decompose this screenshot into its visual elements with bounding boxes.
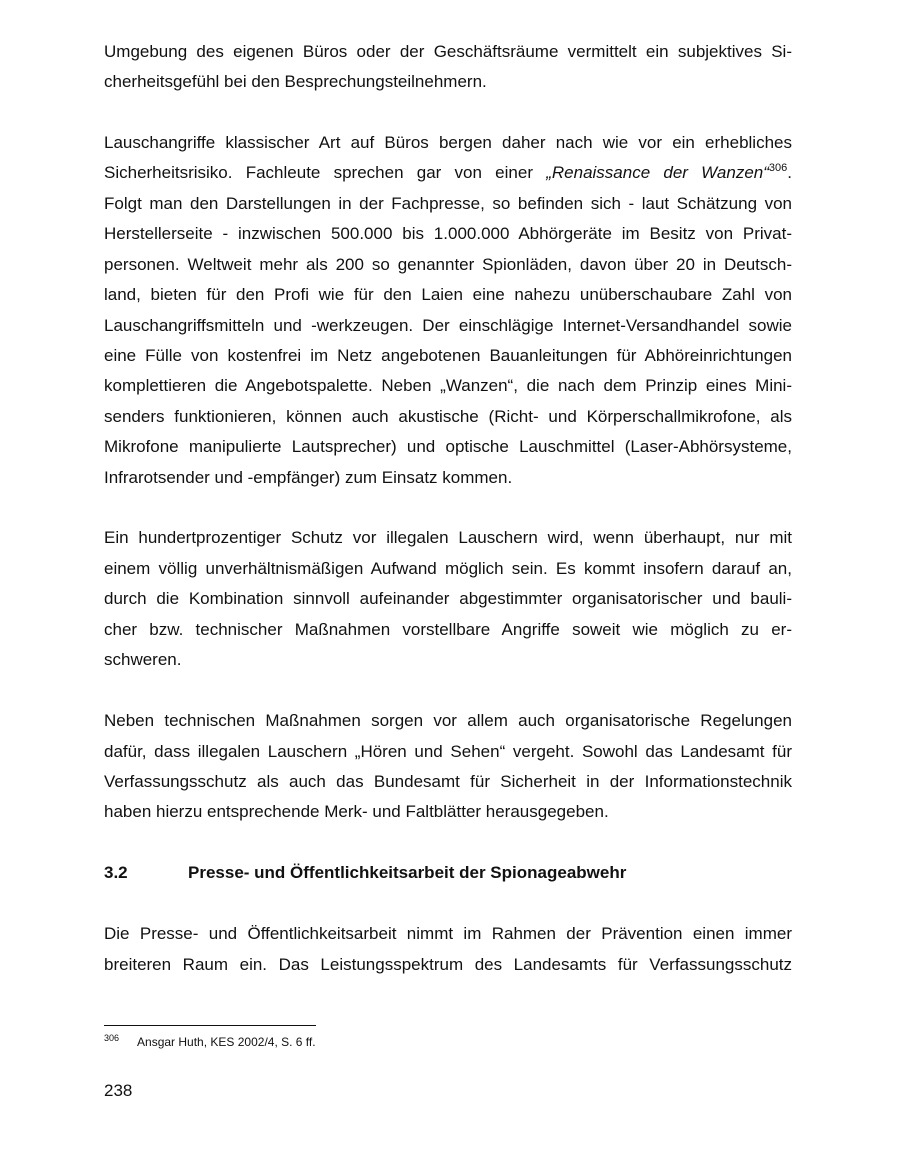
text-line: Infrarotsender und -empfänger) zum Einsatz kommen. [104,468,513,487]
text-line: land, bieten für den Profi wie für den Laien eine nahezu unüberschaubare Zahl von [104,285,792,304]
text-line: Verfassungsschutz als auch das Bundesamt für Sicherheit in der Informationstechnik [104,772,792,791]
footnote-separator [104,1025,316,1026]
text-line: Lauschangriffsmitteln und -werkzeugen. Der einschlägige Internet-Versandhandel sowie [104,316,792,335]
italic-quote: „Renaissance der Wanzen“ [546,163,769,182]
text-line: senders funktionieren, können auch akustische (Richt- und Körperschallmikrofone, als [104,407,792,426]
text-run: . [787,163,792,182]
text-line: eine Fülle von kostenfrei im Netz angebotenen Bauanleitungen für Abhöreinrichtungen [104,346,792,365]
page-number: 238 [104,1081,133,1100]
footnote-number: 306 [104,1033,120,1043]
section-heading [104,862,804,884]
text-line: cher bzw. technischer Maßnahmen vorstellbare Angriffe soweit wie möglich zu er- [104,620,792,639]
text-line: Ein hundertprozentiger Schutz vor illegalen Lauschern wird, wenn überhaupt, nur mit [104,528,792,547]
text-line: Neben technischen Maßnahmen sorgen vor allem auch organisatorische Regelungen [104,711,792,730]
text-run: Sicherheitsrisiko. Fachleute sprechen gar von einer [104,163,547,182]
text-line: Mikrofone manipulierte Lautsprecher) und optische Lauschmittel (Laser-Abhörsysteme, [104,437,792,456]
text-line: Lauschangriffe klassischer Art auf Büros bergen daher nach wie vor ein erhebliches [104,133,792,152]
section-number: 3.2 [104,863,128,882]
text-line: Die Presse- und Öffentlichkeitsarbeit nimmt im Rahmen der Prävention einen immer [104,924,792,943]
section-title: Presse- und Öffentlichkeitsarbeit der Spionageabwehr [188,863,627,882]
text-line: einem völlig unverhältnismäßigen Aufwand möglich sein. Es kommt insofern darauf an, [104,559,792,578]
footnote-reference: 306 [768,162,788,174]
text-line: schweren. [104,650,182,669]
text-line: personen. Weltweit mehr als 200 so genannter Spionläden, davon über 20 in Deutsch- [104,255,792,274]
text-line [104,163,792,183]
text-line: Herstellerseite - inzwischen 500.000 bis 1.000.000 Abhörgeräte im Besitz von Privat- [104,224,792,243]
text-line: haben hierzu entsprechende Merk- und Faltblätter herausgegeben. [104,802,609,821]
text-line: dafür, dass illegalen Lauschern „Hören und Sehen“ vergeht. Sowohl das Landesamt für [104,742,792,761]
text-line: Folgt man den Darstellungen in der Fachpresse, so befinden sich - laut Schätzung von [104,194,792,213]
text-line: durch die Kombination sinnvoll aufeinander abgestimmter organisatorischer und bauli- [104,589,792,608]
text-line: breiteren Raum ein. Das Leistungsspektrum des Landesamts für Verfassungsschutz [104,955,792,974]
footnote [104,1032,316,1052]
footnote-text: Ansgar Huth, KES 2002/4, S. 6 ff. [137,1035,316,1049]
text-line: cherheitsgefühl bei den Besprechungsteilnehmern. [104,72,487,91]
text-line: Umgebung des eigenen Büros oder der Geschäftsräume vermittelt ein subjektives Si- [104,42,792,61]
text-line: komplettieren die Angebotspalette. Neben „Wanzen“, die nach dem Prinzip eines Mini- [104,376,792,395]
